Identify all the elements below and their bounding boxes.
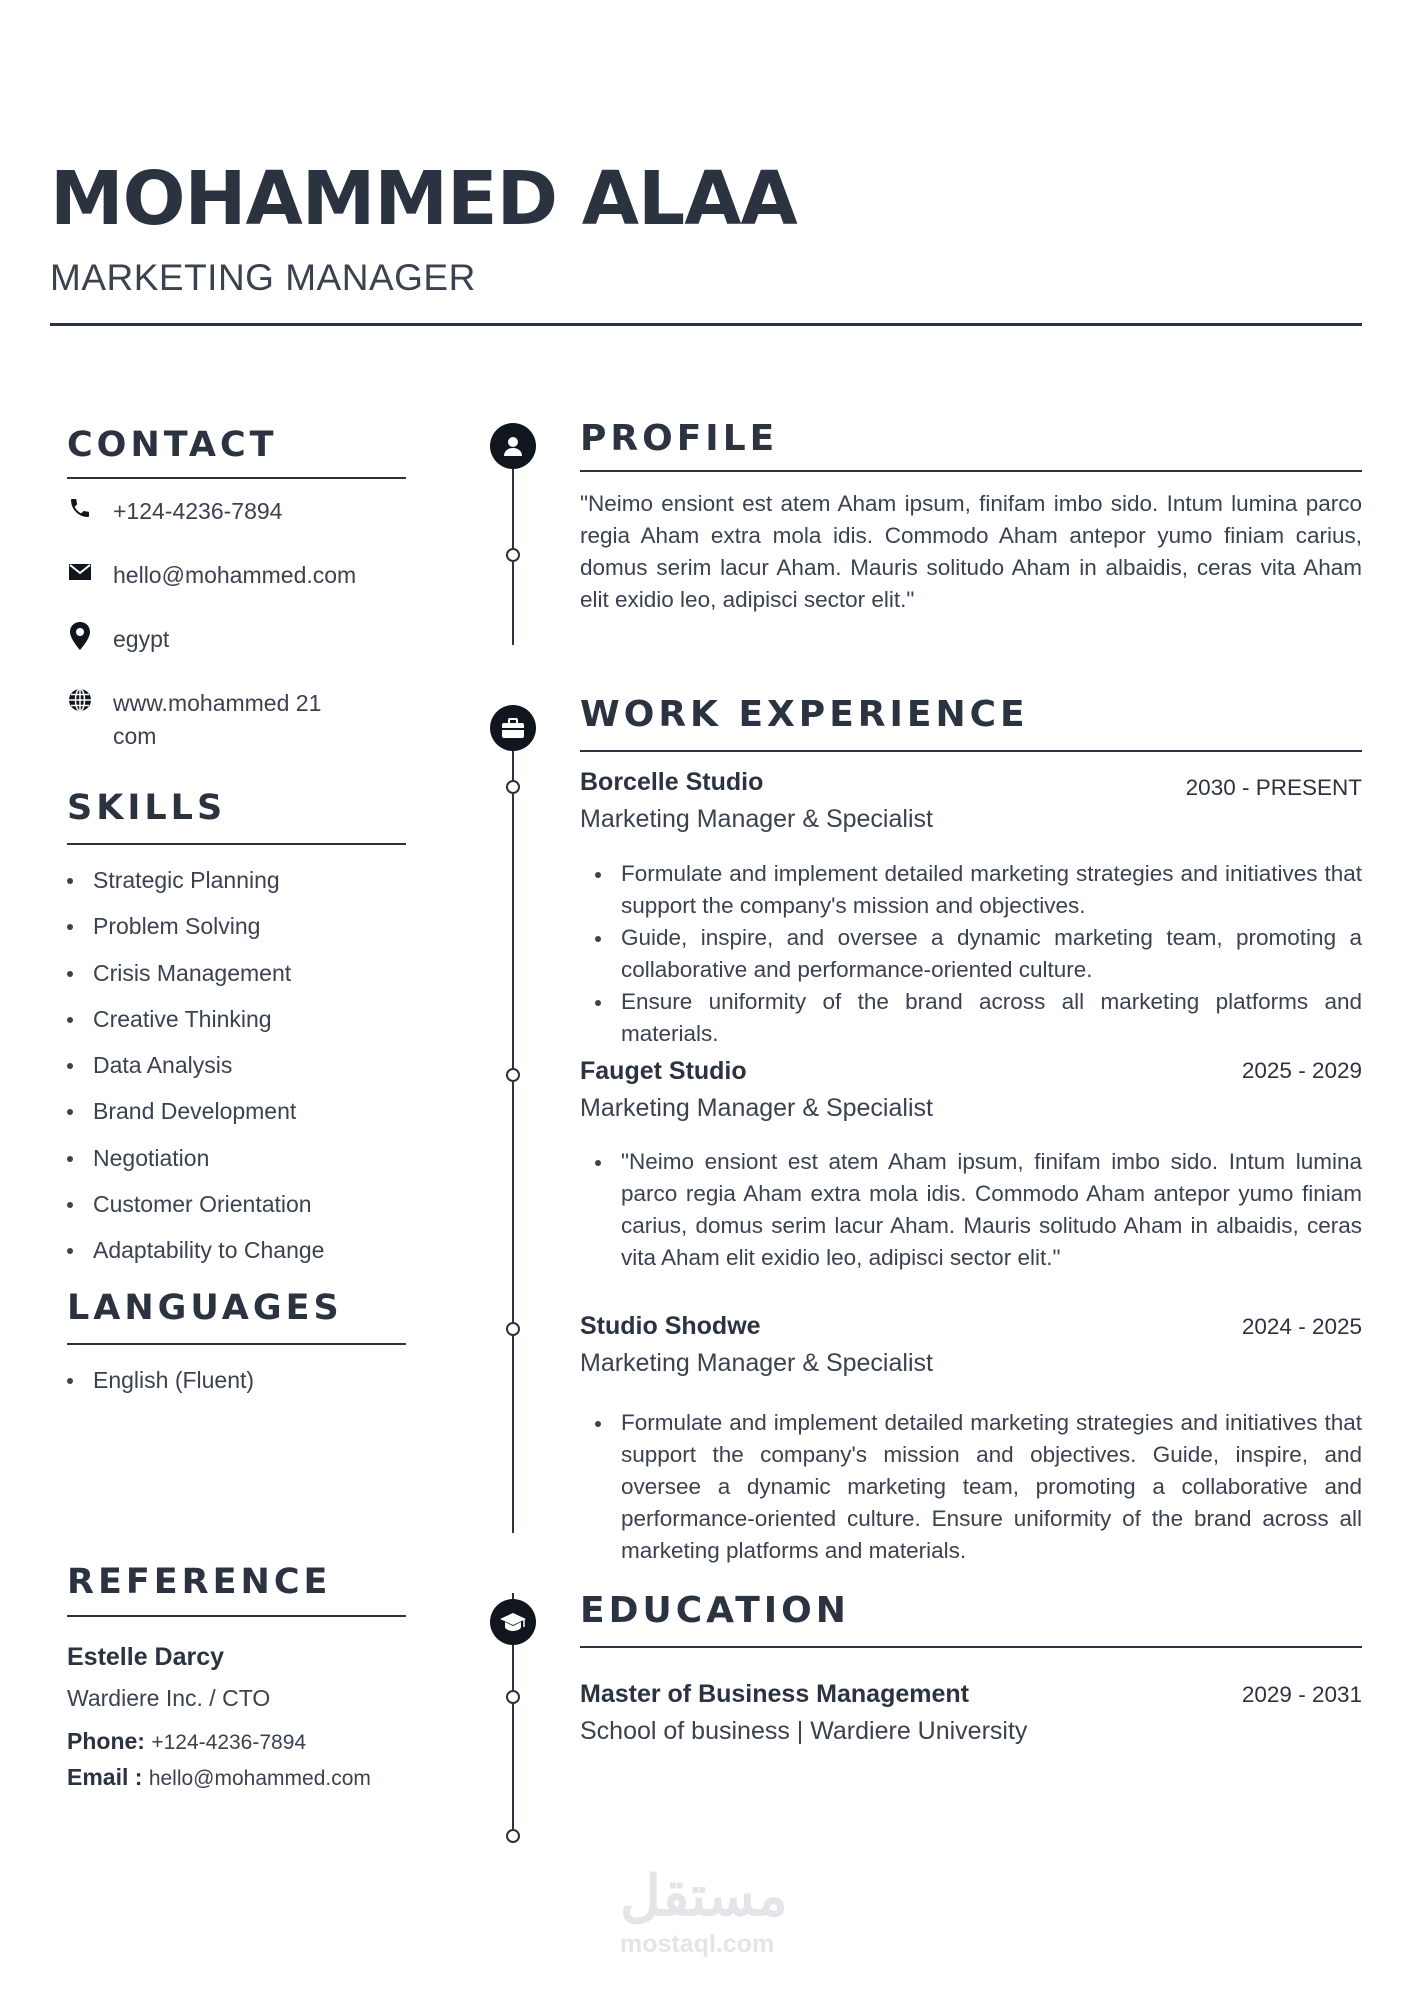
languages-list [67, 1364, 254, 1410]
reference-phone-label: Phone: [67, 1728, 145, 1754]
skill-item: Creative Thinking [67, 1003, 324, 1049]
reference-heading: REFERENCE [67, 1562, 332, 1602]
contact-website-text [113, 687, 321, 753]
contact-heading: CONTACT [67, 425, 278, 465]
resume-job-title: MARKETING MANAGER [50, 257, 476, 298]
timeline-dot [506, 548, 520, 562]
job-bullet: Formulate and implement detailed marketing strategies and initiatives that support the company's mission and objectives. [580, 858, 1362, 922]
header-divider [50, 323, 1362, 326]
watermark-logo: مستقل [620, 1864, 788, 1927]
job-bullet: Ensure uniformity of the brand across all marketing platforms and materials. [580, 986, 1362, 1050]
reference-email-label: Email : [67, 1764, 143, 1790]
languages-heading: LANGUAGES [67, 1288, 343, 1328]
education-school: School of business | Wardiere University [580, 1717, 1028, 1745]
job-bullet: "Neimo ensiont est atem Aham ipsum, finifam imbo sido. Intum lumina parco regia Aham extra mola idis. Commodo Aham antepor yumo finiam carius, domus serim lacur Aham. Mauris solitudo Aham in albaidis, ceras vita Aham elit exidio leo, adipisci sector elit." [580, 1146, 1362, 1274]
education-dates: 2029 - 2031 [1241, 1682, 1362, 1707]
contact-website-line2: com [113, 723, 157, 749]
skill-item: Data Analysis [67, 1049, 324, 1095]
job-role: Marketing Manager & Specialist [580, 1349, 933, 1377]
reference-phone-value: +124-4236-7894 [151, 1731, 307, 1754]
timeline-dot [506, 1068, 520, 1082]
job-company: Studio Shodwe [580, 1312, 761, 1340]
mail-icon [67, 559, 93, 585]
contact-email-text: hello@mohammed.com [113, 562, 357, 588]
skills-list [67, 864, 324, 1281]
contact-website[interactable] [67, 687, 321, 753]
job-role: Marketing Manager & Specialist [580, 805, 933, 833]
education-heading: EDUCATION [580, 1590, 850, 1631]
job-role: Marketing Manager & Specialist [580, 1094, 933, 1122]
skill-item: Strategic Planning [67, 864, 324, 910]
education-divider [580, 1646, 1362, 1648]
job-bullet: Formulate and implement detailed marketing strategies and initiatives that support the company's mission and objectives. Guide, inspire, and oversee a dynamic marketing team, promoting a collaborative and performance-oriented culture. Ensure uniformity of the brand across all marketing platforms and materials. [580, 1407, 1362, 1567]
skills-heading: SKILLS [67, 788, 227, 828]
profile-heading: PROFILE [580, 418, 779, 459]
phone-icon [67, 495, 93, 521]
location-pin-icon [67, 623, 93, 649]
contact-location-text: egypt [113, 626, 170, 652]
education-degree: Master of Business Management [580, 1680, 969, 1708]
contact-phone-text: +124-4236-7894 [113, 498, 283, 524]
reference-divider [67, 1615, 406, 1617]
timeline-dot [506, 1690, 520, 1704]
reference-name: Estelle Darcy [67, 1643, 225, 1671]
languages-divider [67, 1343, 406, 1345]
contact-email[interactable] [67, 559, 356, 592]
job-company: Borcelle Studio [580, 768, 764, 796]
globe-icon [67, 687, 93, 713]
job-bullets [580, 858, 1362, 1050]
timeline-gap [508, 1533, 518, 1593]
reference-phone [67, 1728, 306, 1755]
user-icon [501, 434, 525, 458]
timeline-dot [506, 1322, 520, 1336]
skill-item: Problem Solving [67, 910, 324, 956]
language-item: English (Fluent) [67, 1364, 254, 1410]
job-bullet: Guide, inspire, and oversee a dynamic marketing team, promoting a collaborative and performance-oriented culture. [580, 922, 1362, 986]
job-dates: 2024 - 2025 [1241, 1314, 1362, 1339]
reference-email-value: hello@mohammed.com [148, 1767, 371, 1790]
briefcase-icon [500, 716, 526, 740]
graduation-cap-icon [499, 1611, 527, 1633]
job-bullets [580, 1146, 1362, 1274]
contact-divider [67, 477, 406, 479]
job-dates: 2030 - PRESENT [1185, 775, 1362, 800]
contact-website-line1: www.mohammed 21 [113, 690, 322, 716]
reference-email [67, 1764, 371, 1791]
contact-phone [67, 495, 282, 528]
work-section-icon [490, 705, 536, 751]
skills-divider [67, 843, 406, 845]
profile-divider [580, 470, 1362, 472]
education-section-icon [490, 1599, 536, 1645]
contact-location [67, 623, 169, 656]
job-company: Fauget Studio [580, 1057, 747, 1085]
work-heading: WORK EXPERIENCE [580, 694, 1029, 735]
work-divider [580, 750, 1362, 752]
watermark-url: mostaql.com [620, 1930, 775, 1958]
job-dates: 2025 - 2029 [1241, 1058, 1362, 1083]
skill-item: Adaptability to Change [67, 1234, 324, 1280]
timeline-gap [508, 645, 518, 705]
skill-item: Negotiation [67, 1142, 324, 1188]
reference-company: Wardiere Inc. / CTO [67, 1685, 271, 1711]
job-bullets [580, 1407, 1362, 1567]
profile-section-icon [490, 423, 536, 469]
skill-item: Customer Orientation [67, 1188, 324, 1234]
timeline-dot [506, 780, 520, 794]
timeline-dot [506, 1829, 520, 1843]
skill-item: Brand Development [67, 1095, 324, 1141]
profile-text: "Neimo ensiont est atem Aham ipsum, finifam imbo sido. Intum lumina parco regia Aham extra mola idis. Commodo Aham antepor yumo finiam carius, domus serim lacur Aham. Mauris solitudo Aham in albaidis, ceras vita Aham elit exidio leo, adipisci sector elit." [580, 491, 1362, 612]
resume-name: MOHAMMED ALAA [50, 156, 797, 242]
skill-item: Crisis Management [67, 957, 324, 1003]
